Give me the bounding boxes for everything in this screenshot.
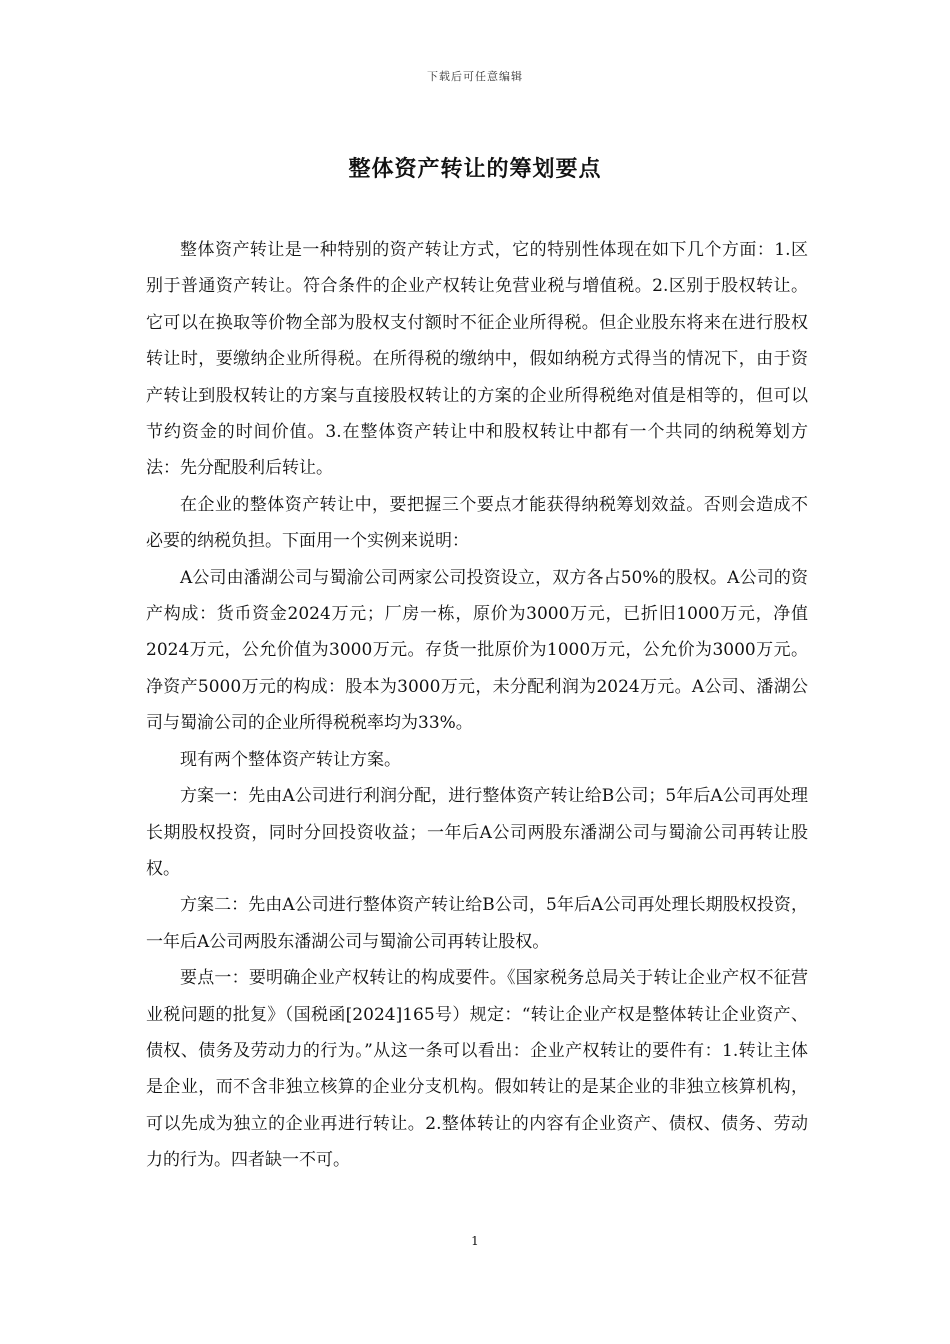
paragraph-plan-two: 方案二：先由A公司进行整体资产转让给B公司，5年后A公司再处理长期股权投资，一年后A公司两股东潘湖公司与蜀渝公司再转让股权。 [146,895,808,952]
paragraph-point-one: 要点一：要明确企业产权转让的构成要件。《国家税务总局关于转让企业产权不征营业税问题的批复》（国税函[2024]165号）规定：“转让企业产权是整体转让企业资产、债权、债务及劳动力的行为。”从这一条可以看出：企业产权转让的要件有：1.转让主体是企业，而不含非独立核算的企业分支机构。假如转让的是某企业的非独立核算机构，可以先成为独立的企业再进行转让。2.整体转让的内容有企业资产、债权、债务、劳动力的行为。四者缺一不可。 [146,968,808,1171]
paragraph-example: A公司由潘湖公司与蜀渝公司两家公司投资设立，双方各占50%的股权。A公司的资产构成：货币资金2024万元；厂房一栋，原价为3000万元，已折旧1000万元，净值2024万元，公允价值为3000万元。存货一批原价为1000万元，公允价为3000万元。净资产5000万元的构成：股本为3000万元，未分配利润为2024万元。A公司、潘湖公司与蜀渝公司的企业所得税税率均为33%。 [146,567,808,734]
document-body [146,232,808,1179]
paragraph-intro: 整体资产转让是一种特别的资产转让方式，它的特别性体现在如下几个方面：1.区别于普通资产转让。符合条件的企业产权转让免营业税与增值税。2.区别于股权转让。它可以在换取等价物全部为股权支付额时不征企业所得税。但企业股东将来在进行股权转让时，要缴纳企业所得税。在所得税的缴纳中，假如纳税方式得当的情况下，由于资产转让到股权转让的方案与直接股权转让的方案的企业所得税绝对值是相等的，但可以节约资金的时间价值。3.在整体资产转让中和股权转让中都有一个共同的纳税筹划方法：先分配股利后转让。 [146,240,808,479]
page-header-note: 下载后可任意编辑 [427,70,523,83]
paragraph-two-plans: 现有两个整体资产转让方案。 [180,749,401,770]
document-title: 整体资产转让的筹划要点 [348,156,602,182]
paragraph-plan-one: 方案一：先由A公司进行利润分配，进行整体资产转让给B公司；5年后A公司再处理长期股权投资，同时分回投资收益；一年后A公司两股东潘湖公司与蜀渝公司再转让股权。 [146,786,808,879]
page-number: 1 [471,1234,479,1248]
paragraph-key-points: 在企业的整体资产转让中，要把握三个要点才能获得纳税筹划效益。否则会造成不必要的纳税负担。下面用一个实例来说明： [146,494,808,552]
